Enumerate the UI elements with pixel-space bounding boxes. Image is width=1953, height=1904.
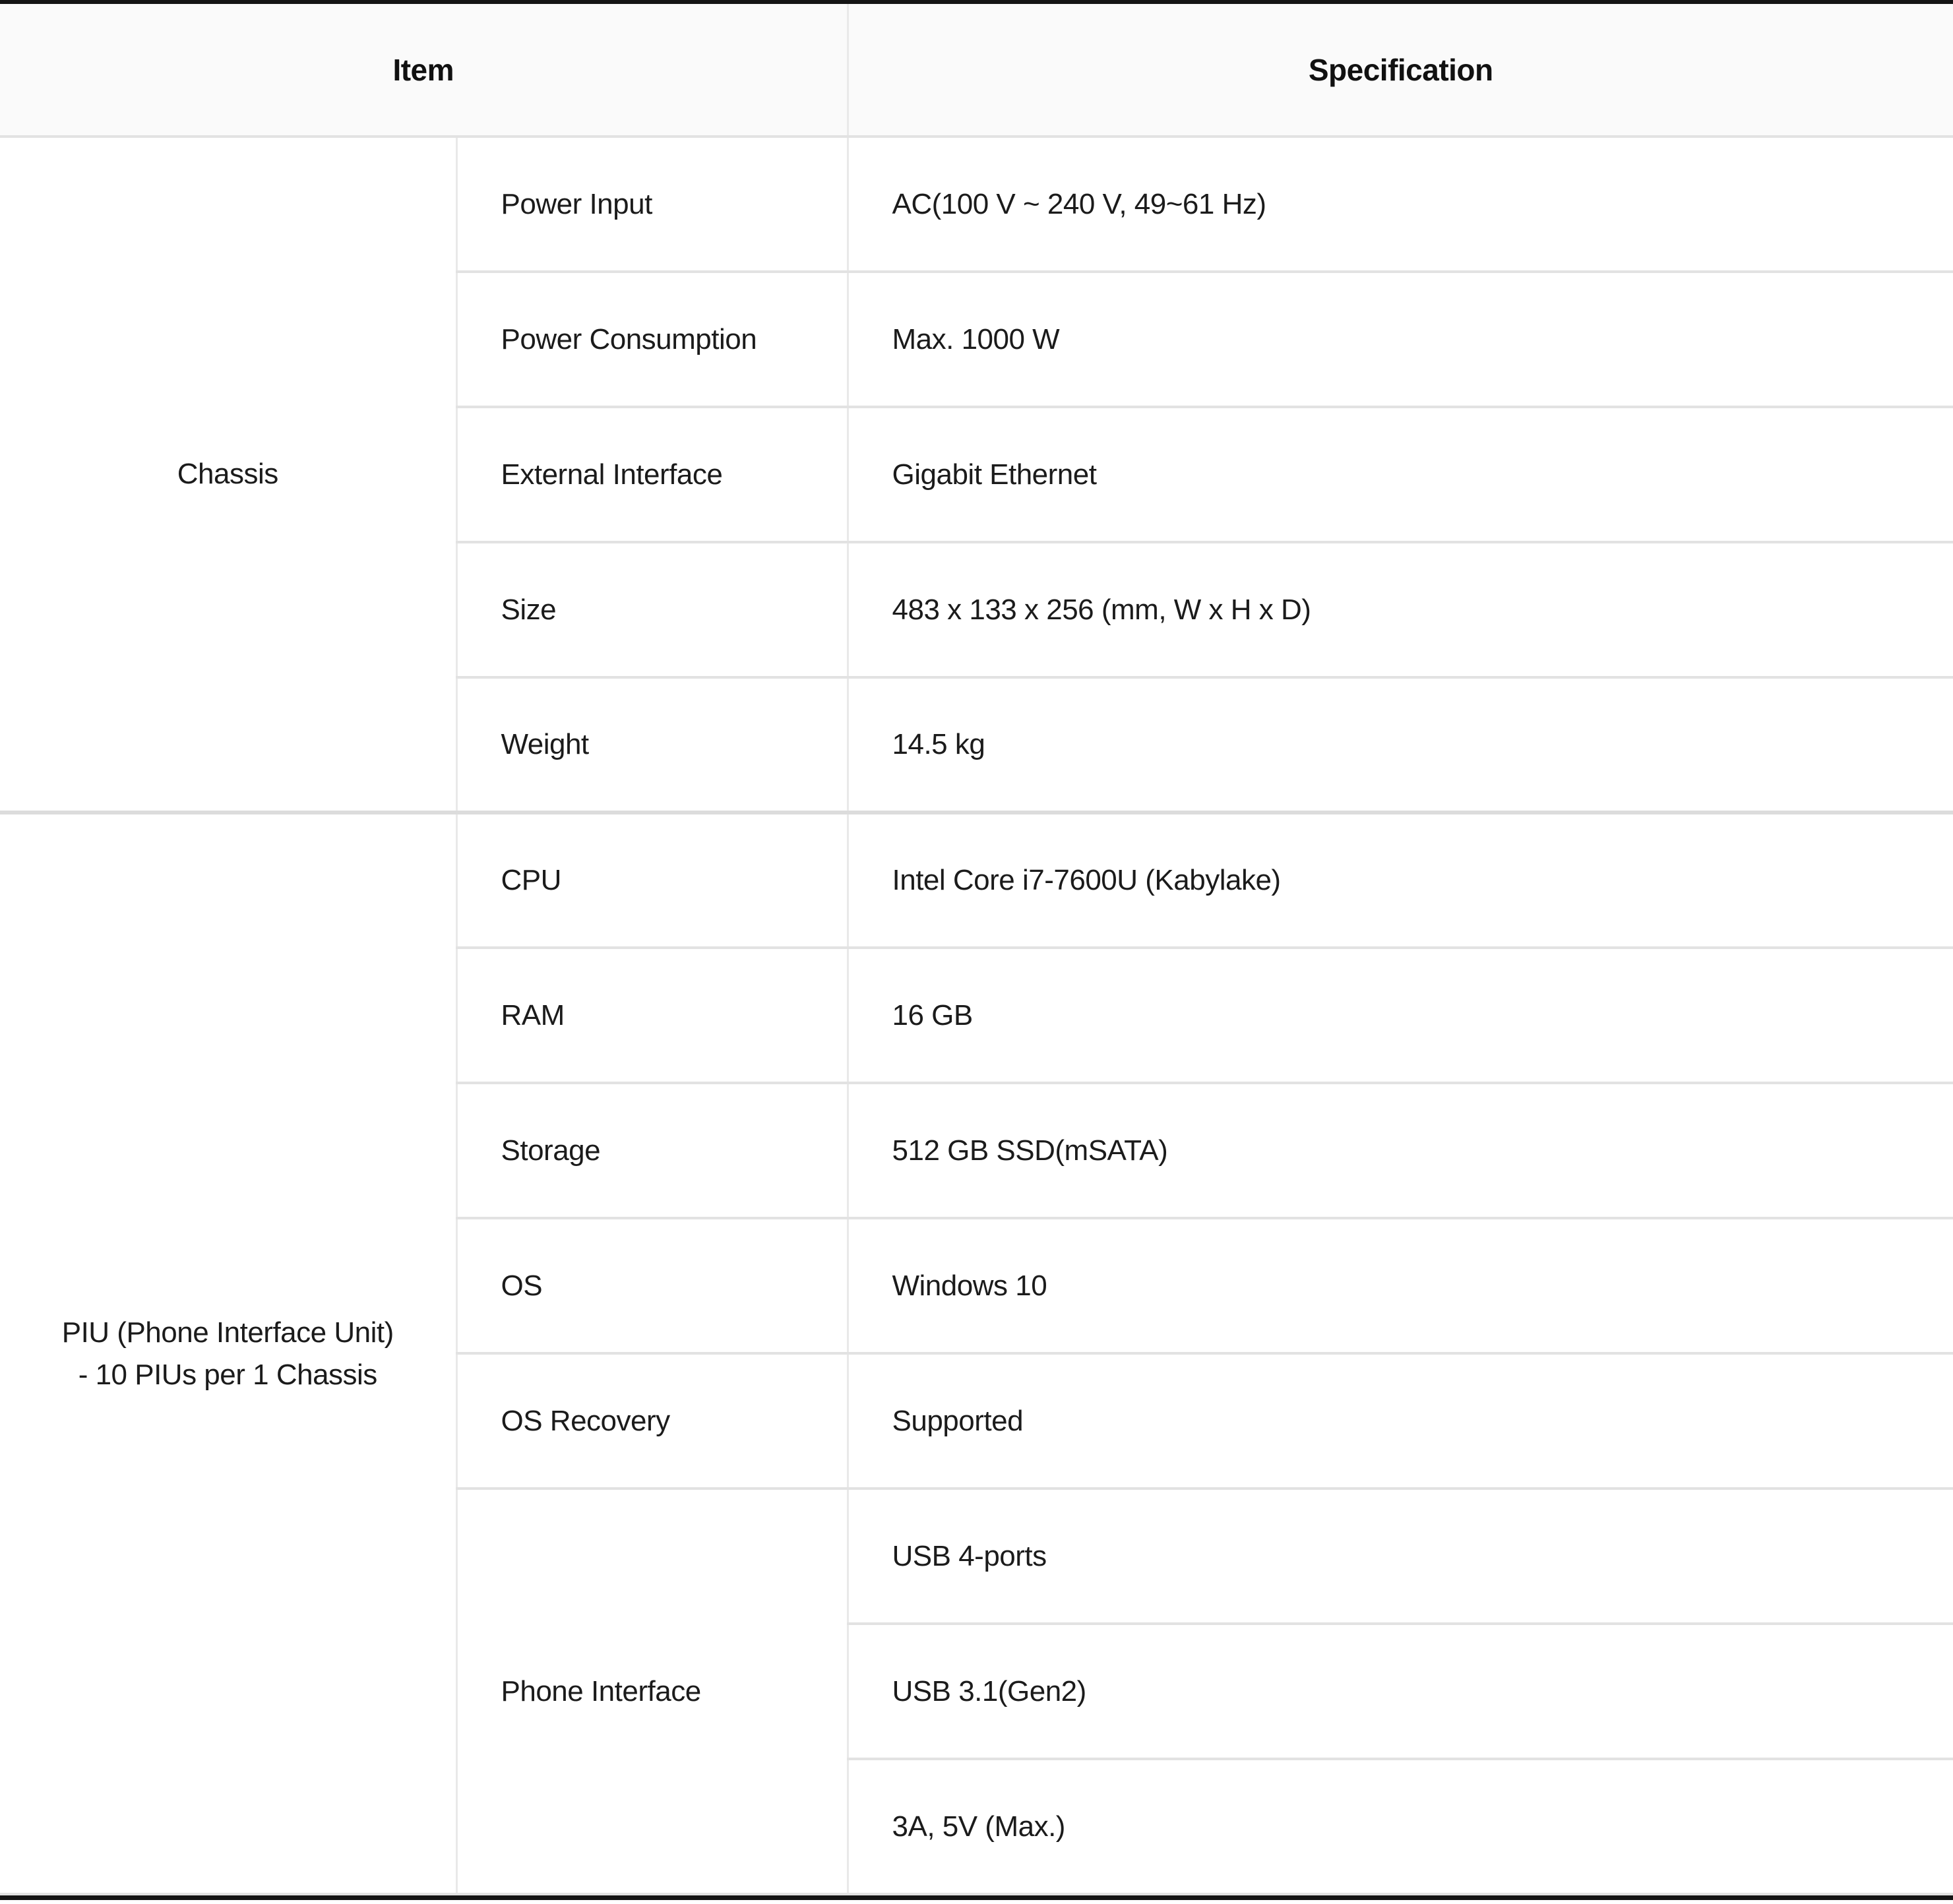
table-row [0,137,1953,272]
spec-cell: 3A, 5V (Max.) [848,1759,1953,1894]
item-sub-phone-interface: Phone Interface [456,1489,848,1894]
spec-cell: AC(100 V ~ 240 V, 49~61 Hz) [848,137,1953,272]
spec-cell: Max. 1000 W [848,272,1953,407]
item-group-piu [0,813,456,1894]
item-sub-cell: Power Input [456,137,848,272]
item-sub-cell: CPU [456,813,848,948]
table-row [0,813,1953,948]
item-sub-cell: Storage [456,1083,848,1218]
spec-cell: Windows 10 [848,1218,1953,1353]
spec-cell: Supported [848,1353,1953,1489]
piu-group-label-line1: PIU (Phone Interface Unit) [61,1316,394,1349]
spec-cell: 483 x 133 x 256 (mm, W x H x D) [848,542,1953,677]
spec-cell: Intel Core i7-7600U (Kabylake) [848,813,1953,948]
spec-cell: Gigabit Ethernet [848,407,1953,542]
item-sub-cell: RAM [456,948,848,1083]
spec-cell: USB 4-ports [848,1489,1953,1624]
spec-cell: 16 GB [848,948,1953,1083]
item-sub-cell: Power Consumption [456,272,848,407]
item-sub-cell: Weight [456,677,848,813]
column-header-specification: Specification [848,4,1953,137]
header-row [0,4,1953,137]
column-header-item: Item [0,4,848,137]
spec-cell: 512 GB SSD(mSATA) [848,1083,1953,1218]
item-sub-cell: Size [456,542,848,677]
item-group-chassis: Chassis [177,458,278,491]
piu-group-label-line2: - 10 PIUs per 1 Chassis [78,1358,377,1391]
item-sub-cell: OS Recovery [456,1353,848,1489]
item-sub-cell: External Interface [456,407,848,542]
specification-table [0,4,1953,1895]
spec-cell: USB 3.1(Gen2) [848,1624,1953,1759]
item-sub-cell: OS [456,1218,848,1353]
spec-cell: 14.5 kg [848,677,1953,813]
